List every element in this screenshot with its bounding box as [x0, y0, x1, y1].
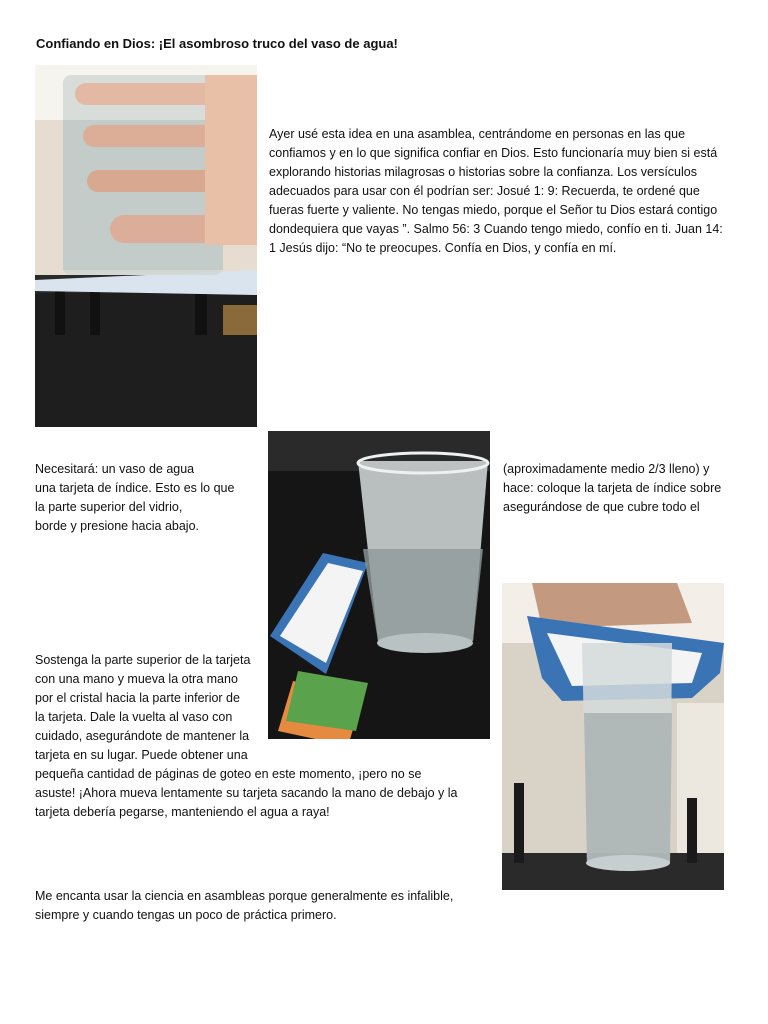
materials-line: la parte superior del vidrio,: [35, 500, 183, 514]
intro-line: explorando historias milagrosas o historias sobre la confianza. Los versículos: [269, 165, 697, 179]
steps-line: tarjeta debería pegarse, manteniendo el agua a raya!: [35, 805, 330, 819]
page-title: Confiando en Dios: ¡El asombroso truco del vaso de agua!: [36, 36, 398, 51]
materials-left-paragraph: [35, 460, 234, 536]
steps-line: la tarjeta. Dale la vuelta al vaso con: [35, 710, 233, 724]
materials-line: borde y presione hacia abajo.: [35, 519, 200, 533]
intro-line: fueras fuerte y valiente. No tengas miedo, porque el Señor tu Dios estará contigo: [269, 203, 718, 217]
materials-line: Necesitará: un vaso de agua: [35, 462, 195, 476]
intro-line: confiamos y en lo que significa confiar en Dios. Esto funcionaría muy bien si está: [269, 146, 718, 160]
closing-paragraph: [35, 887, 453, 925]
steps-line: por el cristal hacia la parte inferior de: [35, 691, 240, 705]
materials-line: (aproximadamente medio 2/3 lleno) y: [503, 462, 710, 476]
closing-line: Me encanta usar la ciencia en asambleas porque generalmente es infalible,: [35, 889, 454, 903]
intro-line: dondequiera que vayas ”. Salmo 56: 3 Cuando tengo miedo, confío en ti. Juan 14:: [269, 222, 723, 236]
intro-paragraph: [269, 125, 723, 258]
steps-paragraph: [35, 651, 457, 822]
steps-line: con una mano y mueva la otra mano: [35, 672, 238, 686]
closing-line: siempre y cuando tengas un poco de práctica primero.: [35, 908, 337, 922]
intro-line: adecuados para usar con él podrían ser: Josué 1: 9: Recuerda, te ordené que: [269, 184, 700, 198]
materials-line: asegurándose de que cubre todo el: [503, 500, 700, 514]
materials-line: hace: coloque la tarjeta de índice sobre: [503, 481, 722, 495]
photo-hand-glass: [35, 65, 257, 427]
intro-line: 1 Jesús dijo: “No te preocupes. Confía en Dios, y confía en mí.: [269, 241, 617, 255]
materials-right-paragraph: [503, 460, 721, 517]
steps-line: pequeña cantidad de páginas de goteo en este momento, ¡pero no se: [35, 767, 422, 781]
steps-line: tarjeta en su lugar. Puede obtener una: [35, 748, 248, 762]
steps-line: asuste! ¡Ahora mueva lentamente su tarjeta sacando la mano de debajo y la: [35, 786, 458, 800]
intro-line: Ayer usé esta idea en una asamblea, centrándome en personas en las que: [269, 127, 686, 141]
steps-line: cuidado, asegurándote de mantener la: [35, 729, 250, 743]
materials-line: una tarjeta de índice. Esto es lo que: [35, 481, 235, 495]
photo-inverted-glass: [502, 583, 724, 890]
steps-line: Sostenga la parte superior de la tarjeta: [35, 653, 251, 667]
